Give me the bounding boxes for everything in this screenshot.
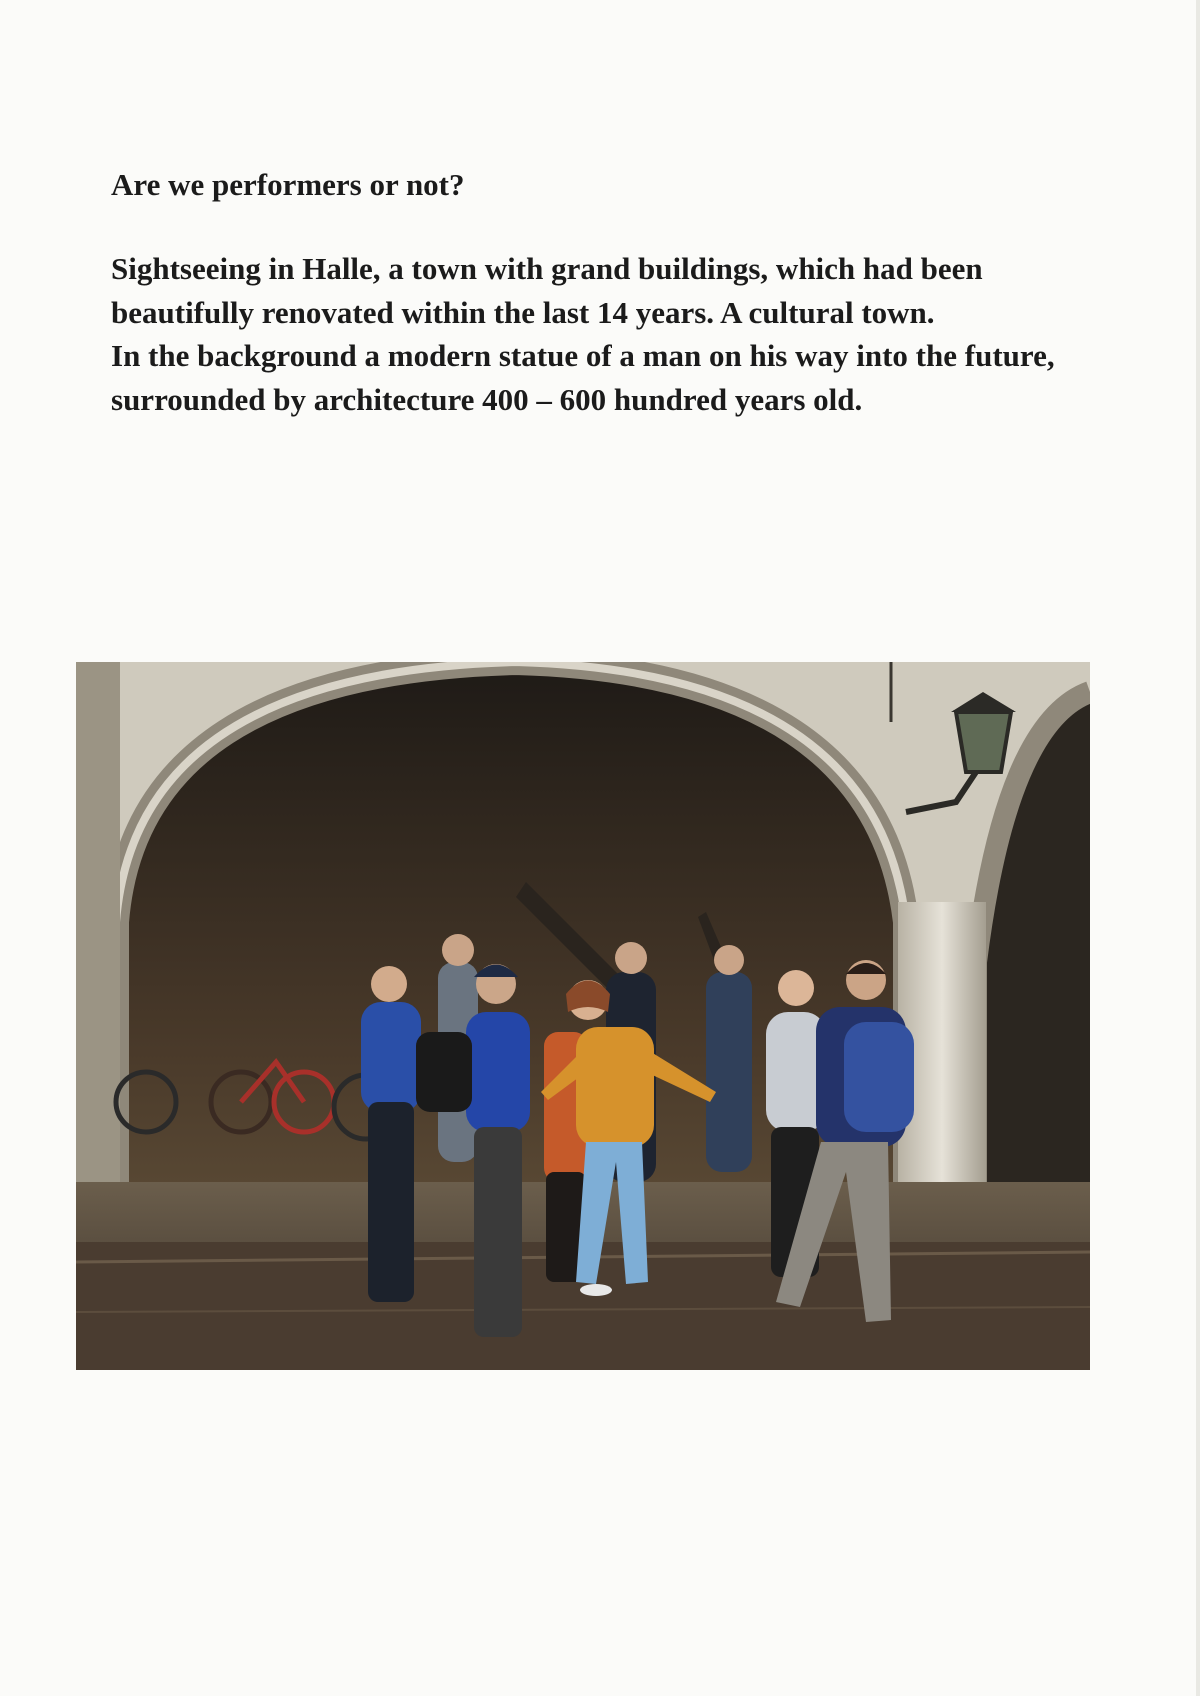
page-heading: Are we performers or not? <box>111 167 465 202</box>
group-photo <box>76 662 1090 1370</box>
paragraph-statue: In the background a modern statue of a man on his way into the future, surrounded by architecture 400 – 600 hundred years old. <box>111 338 1055 417</box>
page-edge <box>1196 0 1200 1696</box>
group-photo-illustration <box>76 662 1090 1370</box>
paragraph-sightseeing: Sightseeing in Halle, a town with grand buildings, which had been beautifully renovated within the last 14 years. A cultural town. <box>111 251 983 330</box>
body-text <box>111 247 1101 421</box>
